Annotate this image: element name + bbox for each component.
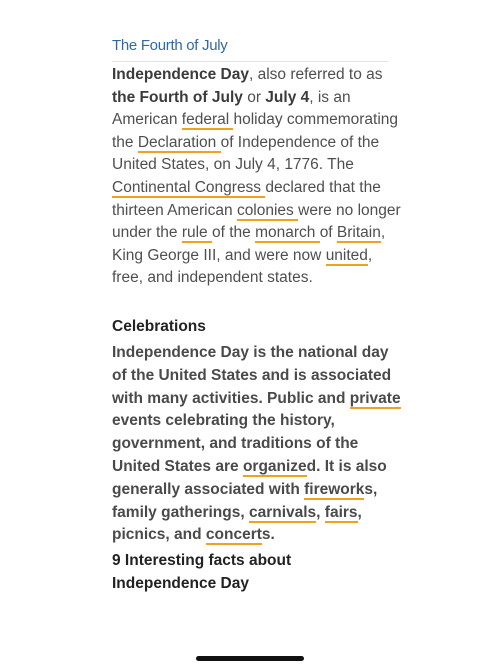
link-concerts[interactable]: concert [205,526,262,544]
link-declaration[interactable]: Declaration [137,133,221,151]
facts-heading: 9 Interesting facts about Independence Day [112,552,292,592]
text: of Independence of the United States, on July 4, 1776. The [112,133,380,174]
text: Independence Day is the national day of the United States and is associated with many activities. Public and [112,344,392,407]
text: s. [261,526,275,544]
text: , King George III, and were now [112,224,386,264]
celebrations-paragraph [112,342,402,547]
link-britain[interactable]: Britain [336,224,381,242]
bold-text: the Fourth of July [112,88,243,106]
home-indicator[interactable] [196,656,304,661]
link-carnivals[interactable]: carnivals [248,503,317,521]
text: of [319,224,337,242]
link-federal[interactable]: federal [181,111,234,129]
text: of the [211,224,256,242]
text: , picnics, and [112,503,362,544]
text: , is an American [112,88,351,129]
bold-text: Independence Day [112,66,249,83]
link-fireworks[interactable]: firework [304,480,365,498]
text: , free, and independent states. [112,246,373,287]
text: or [242,88,266,106]
link-continental-congress[interactable]: Continental Congress [112,178,266,196]
text: holiday commemorating the [112,111,399,151]
link-organized[interactable]: organize [242,457,307,475]
link-monarch[interactable]: monarch [255,224,320,242]
intro-paragraph [112,64,402,290]
text: , [316,503,325,521]
text: , also referred to as [248,66,383,83]
page-title: The Fourth of July [112,37,388,62]
bold-text: July 4 [265,88,310,106]
text: declared that the thirteen American [112,178,381,219]
text: were no longer under the [112,201,401,242]
text: s, family gatherings, [112,480,378,521]
link-colonies[interactable]: colonies [236,201,299,219]
link-rule[interactable]: rule [181,224,212,242]
link-private[interactable]: private [349,389,401,407]
link-fairs[interactable]: fairs [324,503,358,521]
celebrations-heading: Celebrations [112,318,206,335]
text: events celebrating the history, government, and traditions of the United States are [112,412,359,475]
link-united[interactable]: united [325,246,368,264]
text: d. It is also generally associated with [112,457,387,498]
